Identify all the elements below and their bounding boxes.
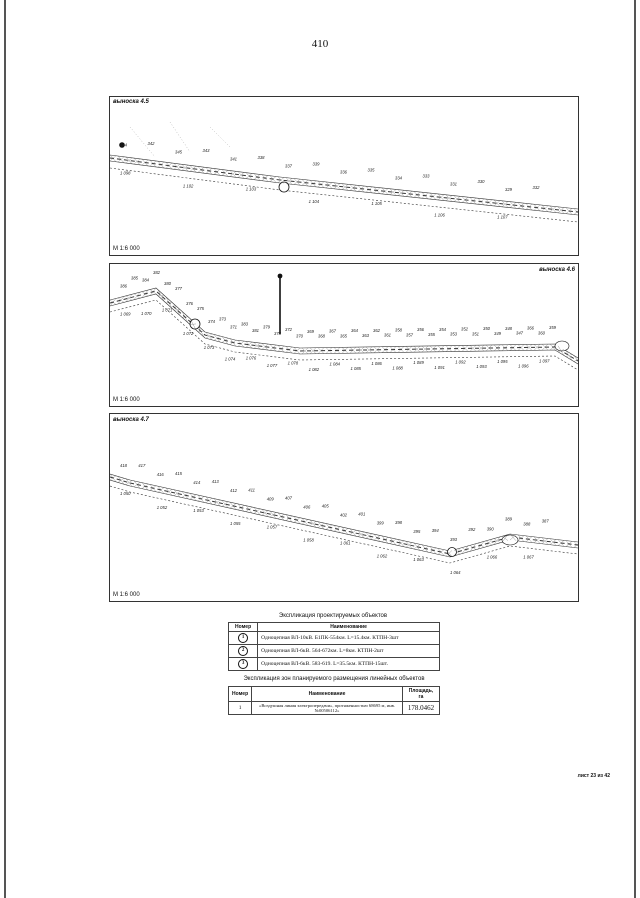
pole-label: 1 052 xyxy=(156,504,168,510)
picket-label: 355 xyxy=(428,332,435,337)
pole-label: 1 107 xyxy=(497,214,508,220)
picket-label: 389 xyxy=(505,516,512,522)
picket-label: 369 xyxy=(307,328,314,334)
pole-label: 1 062 xyxy=(376,553,388,559)
picket-label: 376 xyxy=(186,300,193,306)
panel-title: выноска 4.5 xyxy=(113,99,149,105)
pole-label: 1 093 xyxy=(476,364,487,370)
objects-table xyxy=(228,622,440,671)
picket-label: 356 xyxy=(417,327,424,333)
table-row xyxy=(229,658,440,671)
pole-label: 1 098 xyxy=(120,170,131,176)
hatch-line xyxy=(110,476,116,480)
table-row xyxy=(229,645,440,658)
column-header: Наименование xyxy=(252,687,403,702)
hatch-line xyxy=(118,478,124,482)
picket-label: 353 xyxy=(450,331,457,337)
picket-label: 379 xyxy=(263,324,270,330)
picket-label: 342 xyxy=(147,140,155,146)
sheet-label: лист 23 из 42 xyxy=(577,773,610,779)
pole-label: 1 091 xyxy=(434,364,445,370)
pole-label: 1 102 xyxy=(182,183,194,189)
picket-label: 395 xyxy=(413,528,421,534)
map-panel-4-7 xyxy=(109,413,579,602)
picket-label: 385 xyxy=(131,275,138,281)
picket-label: 387 xyxy=(541,518,549,524)
pole-label: 1 072 xyxy=(182,331,194,337)
pole-label: 1 064 xyxy=(450,570,461,575)
number-badge: 1 xyxy=(238,633,248,643)
picket-label: 352 xyxy=(461,326,468,332)
picket-label: 373 xyxy=(219,316,226,322)
picket-label: 375 xyxy=(197,305,204,311)
picket-label: 354 xyxy=(439,326,446,332)
pole-label: 1 082 xyxy=(308,366,320,372)
page-right-edge xyxy=(634,0,636,898)
pole-label: 1 092 xyxy=(455,359,466,365)
pole-label: 1 078 xyxy=(287,360,299,366)
picket-label: 366 xyxy=(527,325,534,331)
map-panel-4-5 xyxy=(109,96,579,256)
pole-label: 1 105 xyxy=(371,200,382,206)
picket-label: 415 xyxy=(175,471,182,476)
pole-label: 1 084 xyxy=(329,361,340,367)
hatch-line xyxy=(214,336,220,340)
picket-label: 401 xyxy=(358,511,366,517)
picket-label: 333 xyxy=(422,173,430,179)
hatch-line xyxy=(366,187,372,192)
picket-label: 336 xyxy=(340,169,347,175)
pole-label: 1 089 xyxy=(413,360,424,366)
object-name: Одноцепная ВЛ-6кВ. 564-672км. L=8км. КТПН-2шт xyxy=(258,645,440,658)
column-header: Номер xyxy=(229,623,258,632)
picket-label: 357 xyxy=(406,332,413,338)
picket-label: 388 xyxy=(523,521,531,527)
picket-label: 361 xyxy=(384,332,391,338)
picket-label: 406 xyxy=(303,504,311,510)
hatch-line xyxy=(206,334,212,338)
picket-label: 358 xyxy=(395,327,402,333)
picket-label: 341 xyxy=(230,156,237,162)
table-row xyxy=(229,632,440,645)
pole-label: 1 074 xyxy=(224,356,236,362)
picket-label: 351 xyxy=(472,331,479,337)
picket-label: 407 xyxy=(285,495,292,501)
picket-label: 412 xyxy=(230,488,237,494)
pole-label: 1 076 xyxy=(245,355,257,361)
map-drawing xyxy=(110,97,578,255)
pole-label: 1 085 xyxy=(350,366,361,372)
picket-label: 370 xyxy=(296,333,303,339)
picket-label: 368 xyxy=(318,333,325,339)
map-panel-4-6 xyxy=(109,263,579,407)
panel-title: выноска 4.7 xyxy=(113,417,149,423)
picket-label: 377 xyxy=(175,286,182,292)
picket-label: 386 xyxy=(120,283,127,289)
picket-label: 330 xyxy=(477,179,485,185)
pole-label: 1 096 xyxy=(518,363,529,369)
picket-label: 394 xyxy=(431,527,439,533)
picket-label: 418 xyxy=(120,463,127,468)
map-drawing xyxy=(110,264,578,406)
pole-label: 1 070 xyxy=(141,310,152,316)
picket-label: 393 xyxy=(450,537,457,542)
pole-label: 1 058 xyxy=(303,537,314,543)
picket-label: 382 xyxy=(153,269,160,275)
picket-label: 371 xyxy=(230,324,237,330)
objects-table-caption: Экспликация проектируемых объектов xyxy=(278,613,388,619)
zones-table-caption: Экспликация зон планируемого размещения линейных объектов xyxy=(243,676,425,682)
picket-label: 332 xyxy=(532,185,540,191)
column-header: Площадь, га xyxy=(402,687,439,702)
pole-label: 1 061 xyxy=(340,540,351,546)
picket-label: 374 xyxy=(208,318,215,324)
picket-label: 338 xyxy=(257,155,265,161)
column-header: Номер xyxy=(229,687,252,702)
picket-label: 344 xyxy=(120,142,127,148)
picket-label: 390 xyxy=(486,526,494,532)
picket-label: 334 xyxy=(395,175,402,181)
zone-name: «Воздушная линия электропередачи», протяженностью 68695 м, инв.№00506112» xyxy=(252,702,403,715)
pole-label: 1 088 xyxy=(392,365,403,371)
picket-label: 398 xyxy=(395,519,402,525)
pole-label: 1 067 xyxy=(523,554,534,560)
zones-table xyxy=(228,686,440,715)
pole-label: 1 077 xyxy=(266,362,278,368)
table-row xyxy=(229,702,440,715)
pole-label: 1 057 xyxy=(266,524,278,530)
picket-label: 331 xyxy=(450,181,457,187)
pole-label: 1 053 xyxy=(193,508,204,514)
picket-label: 343 xyxy=(202,148,210,153)
picket-label: 372 xyxy=(285,327,292,333)
picket-label: 380 xyxy=(164,281,171,287)
pole-label: 1 097 xyxy=(539,358,550,364)
picket-label: 383 xyxy=(241,321,248,327)
picket-label: 378 xyxy=(274,330,281,336)
picket-label: 348 xyxy=(505,325,512,331)
panel-scale: М 1:6 000 xyxy=(113,592,140,598)
picket-label: 329 xyxy=(505,187,512,193)
zone-area: 178.0462 xyxy=(402,702,439,715)
page-number: 410 xyxy=(311,38,329,50)
number-badge: 3 xyxy=(238,659,248,669)
picket-label: 335 xyxy=(367,167,375,173)
picket-label: 367 xyxy=(329,328,336,334)
picket-label: 363 xyxy=(362,333,369,338)
pole-label: 1 106 xyxy=(434,212,445,218)
pole-label: 1 103 xyxy=(245,186,257,192)
picket-label: 364 xyxy=(351,328,358,334)
picket-label: 359 xyxy=(549,325,556,331)
picket-label: 381 xyxy=(252,328,259,334)
object-name: Одноцепная ВЛ-10кВ. Б1ПК-554км. L=15.4км. КТПН-3шт xyxy=(258,632,440,645)
picket-label: 409 xyxy=(266,496,274,502)
pole-label: 1 071 xyxy=(161,307,173,313)
picket-label: 360 xyxy=(538,330,545,336)
picket-label: 392 xyxy=(468,526,476,532)
picket-label: 417 xyxy=(138,462,146,468)
picket-label: 413 xyxy=(211,479,219,485)
pole-label: 1 055 xyxy=(230,521,241,527)
picket-label: 337 xyxy=(285,163,292,169)
number-badge: 2 xyxy=(238,646,248,656)
panel-scale: М 1:6 000 xyxy=(113,397,140,403)
picket-label: 345 xyxy=(175,149,182,155)
picket-label: 414 xyxy=(193,480,201,486)
pole-label: 1 073 xyxy=(203,344,215,350)
picket-label: 411 xyxy=(248,487,255,493)
picket-label: 416 xyxy=(156,471,164,477)
pole-label: 1 063 xyxy=(413,556,424,562)
picket-label: 349 xyxy=(494,331,501,336)
panel-title: выноска 4.6 xyxy=(539,267,575,273)
column-header: Наименование xyxy=(258,623,440,632)
picket-label: 405 xyxy=(321,503,329,509)
map-drawing xyxy=(110,414,578,601)
picket-label: 402 xyxy=(340,512,347,518)
pole-label: 1 086 xyxy=(371,360,382,366)
panel-scale: М 1:6 000 xyxy=(113,246,140,252)
zone-number: 1 xyxy=(229,702,252,715)
picket-label: 339 xyxy=(312,161,320,167)
hatch-line xyxy=(222,338,228,342)
picket-label: 384 xyxy=(142,277,149,283)
pole-label: 1 069 xyxy=(120,311,131,317)
picket-label: 399 xyxy=(376,520,384,526)
page-left-edge xyxy=(4,0,6,898)
pole-label: 1 104 xyxy=(308,199,320,205)
line-marker-3 xyxy=(279,182,289,192)
pole-label: 1 050 xyxy=(120,491,131,496)
object-name: Одноцепная ВЛ-6кВ. 583-619. L=35.5км. КТПН-15шт. xyxy=(258,658,440,671)
picket-label: 347 xyxy=(516,330,523,336)
pole-label: 1 095 xyxy=(497,358,508,364)
pole-label: 1 066 xyxy=(486,554,498,560)
hatch-line xyxy=(126,480,132,484)
picket-label: 350 xyxy=(483,326,490,332)
picket-label: 365 xyxy=(340,333,347,339)
picket-label: 362 xyxy=(373,327,380,333)
